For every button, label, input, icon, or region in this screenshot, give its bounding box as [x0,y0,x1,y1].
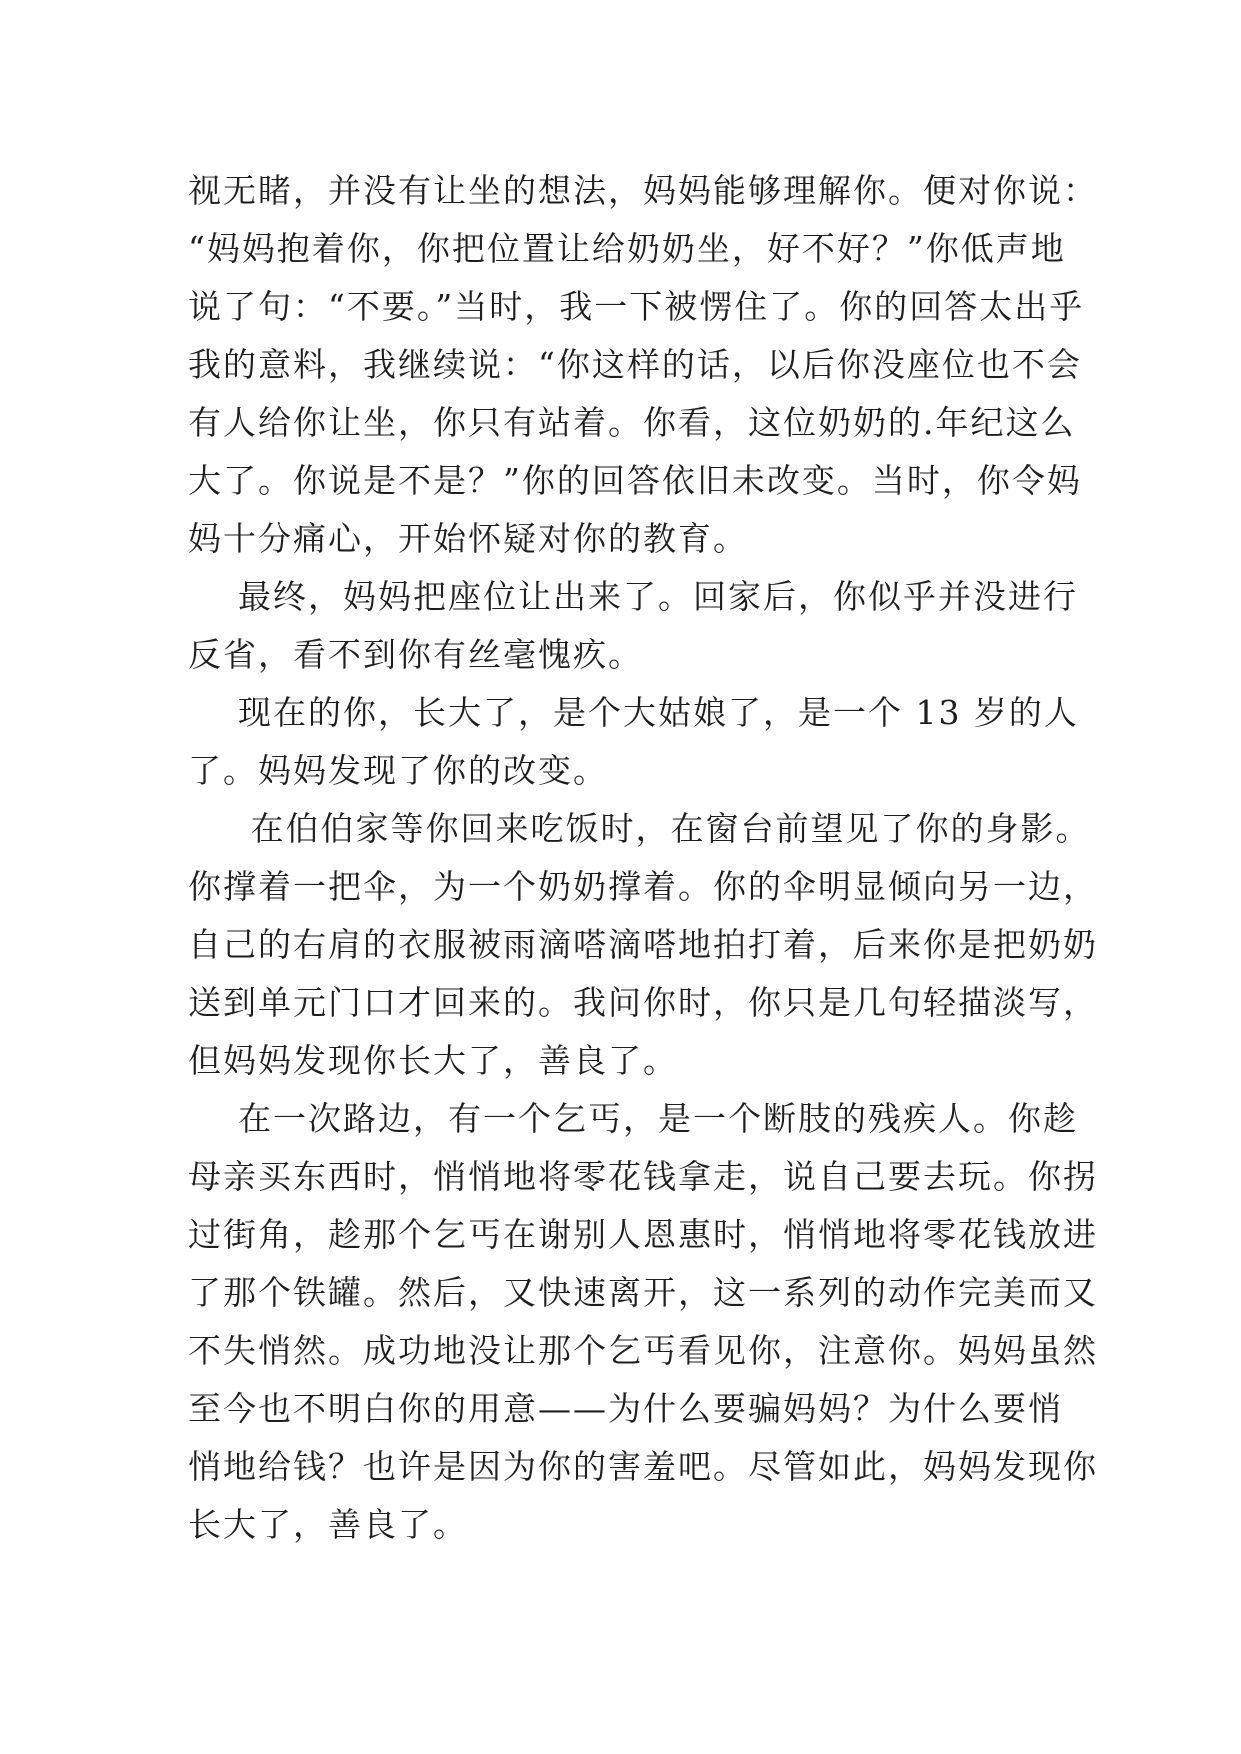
text-line: 但妈妈发现你长大了，善良了。 [188,1041,678,1080]
text-line: “妈妈抱着你，你把位置让给奶奶坐，好不好？”你低声地 [188,229,1066,268]
text-line: 自己的右肩的衣服被雨滴嗒滴嗒地拍打着，后来你是把奶奶 [188,925,1098,964]
document-body [188,162,1098,1554]
text-line: 在伯伯家等你回来吃饭时，在窗台前望见了你的身影。 [188,809,1091,848]
text-line: 过街角，趁那个乞丐在谢别人恩惠时，悄悄地将零花钱放进 [188,1215,1098,1254]
text-line: 不失悄然。成功地没让那个乞丐看见你，注意你。妈妈虽然 [188,1331,1098,1370]
text-line: 至今也不明白你的用意——为什么要骗妈妈？为什么要悄 [188,1389,1063,1428]
text-line: 妈十分痛心，开始怀疑对你的教育。 [188,519,748,558]
text-line: 在一次路边，有一个乞丐，是一个断肢的残疾人。你趁 [188,1099,1078,1138]
text-line: 大了。你说是不是？”你的回答依旧未改变。当时，你令妈 [188,461,1082,500]
text-line: 反省，看不到你有丝毫愧疚。 [188,635,643,674]
text-line: 送到单元门口才回来的。我问你时，你只是几句轻描淡写， [188,983,1098,1022]
text-line: 有人给你让坐，你只有站着。你看，这位奶奶的.年纪这么 [188,403,1076,442]
text-line: 视无睹，并没有让坐的想法，妈妈能够理解你。便对你说： [188,171,1098,210]
text-line: 了。妈妈发现了你的改变。 [188,751,608,790]
text-line: 你撑着一把伞，为一个奶奶撑着。你的伞明显倾向另一边， [188,867,1098,906]
text-line: 现在的你，长大了，是个大姑娘了，是一个 13 岁的人 [188,693,1079,732]
text-line: 了那个铁罐。然后，又快速离开，这一系列的动作完美而又 [188,1273,1098,1312]
text-line: 长大了，善良了。 [188,1505,468,1544]
text-line: 说了句：“不要。”当时，我一下被愣住了。你的回答太出乎 [188,287,1085,326]
text-line: 悄地给钱？也许是因为你的害羞吧。尽管如此，妈妈发现你 [188,1447,1098,1486]
text-line: 母亲买东西时，悄悄地将零花钱拿走，说自己要去玩。你拐 [188,1157,1098,1196]
text-line: 我的意料，我继续说：“你这样的话，以后你没座位也不会 [188,345,1082,384]
text-line: 最终，妈妈把座位让出来了。回家后，你似乎并没进行 [188,577,1078,616]
